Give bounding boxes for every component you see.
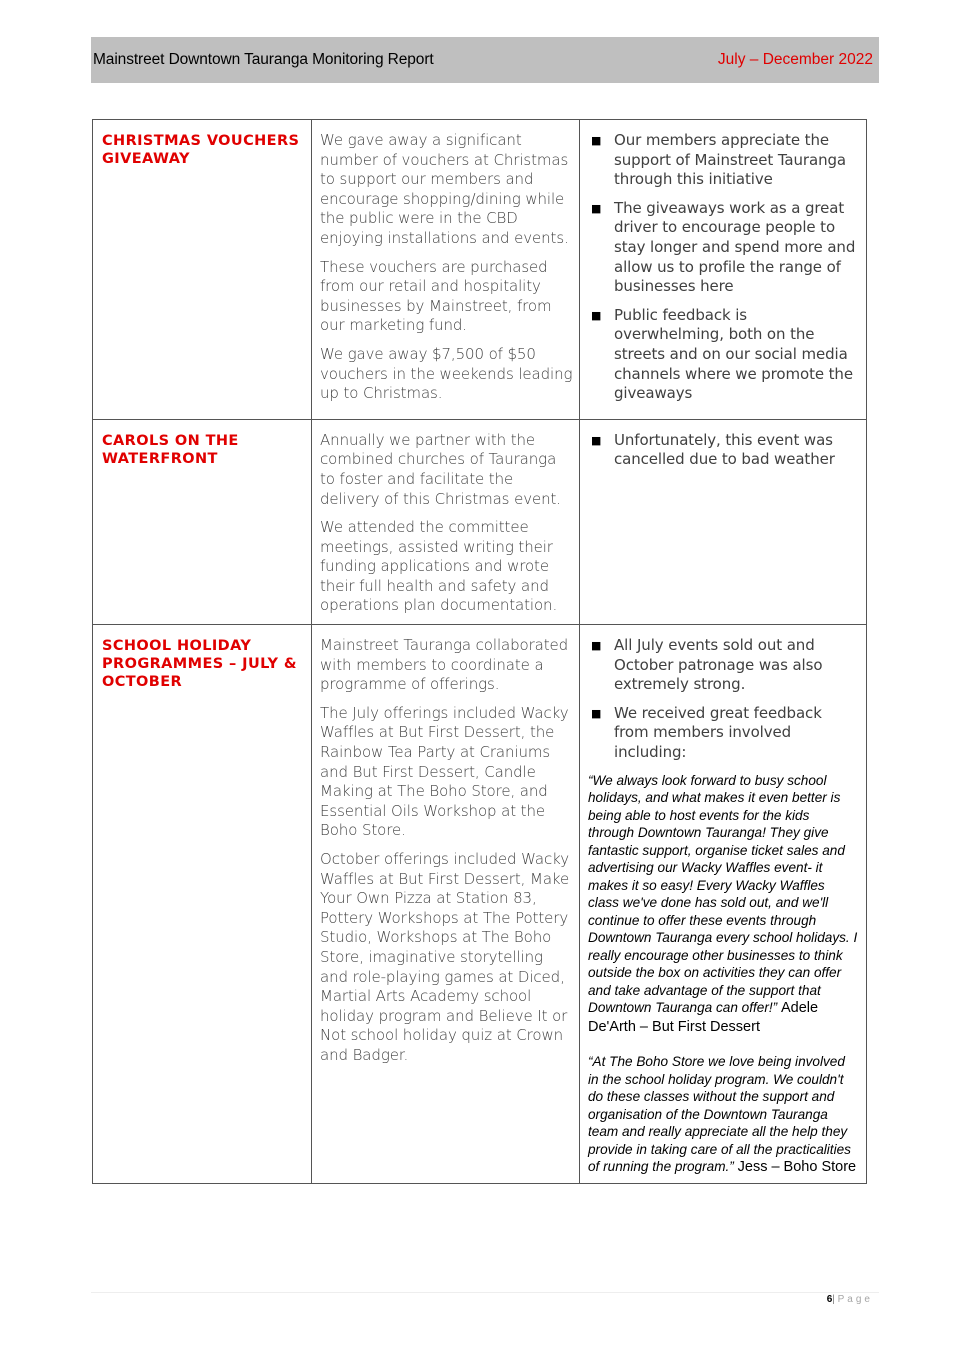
quote-attribution: Adele De'Arth – But First Dessert [588,1000,819,1035]
row-outcomes-cell [580,625,867,1184]
row-heading-cell [93,625,312,1184]
row-heading-cell [93,419,312,624]
description-paragraph: These vouchers are purchased from our retail and hospitality businesses by Mainstreet, from our marketing fund. [320,257,552,335]
outcomes-list [588,636,858,763]
row-description-cell [312,419,580,624]
testimonial-quote [588,772,858,1037]
description-paragraph: The July offerings included Wacky Waffles at But First Dessert, the Rainbow Tea Party at Craniums and But First Dessert, Candle Making at The Boho Store, and Essential Oils Workshop at the Boho Store. [320,703,569,840]
list-item: ■ The giveaways work as a great driver to encourage people to stay longer and spend more and allow us to profile the range of businesses here [591,198,856,296]
row-heading: SCHOOL HOLIDAY PROGRAMMES – JULY & OCTOBER [102,638,297,691]
square-bullet-icon: ■ [591,706,602,720]
table-row [93,120,867,420]
outcomes-list [588,131,858,404]
square-bullet-icon: ■ [591,433,602,447]
list-item: ■ We received great feedback from members involved including: [591,703,822,762]
table-row [93,419,867,624]
row-outcomes-cell [580,419,867,624]
page-label: Page [837,1294,873,1305]
list-item: ■ All July events sold out and October patronage was also extremely strong. [591,636,823,694]
description-paragraph: Mainstreet Tauranga collaborated with members to coordinate a programme of offerings. [320,636,569,694]
row-description-cell [312,120,580,420]
report-title: Mainstreet Downtown Tauranga Monitoring Report [93,51,434,68]
page-footer [827,1294,873,1305]
monitoring-table [92,119,867,1184]
page-number: 6 [826,1294,833,1305]
row-heading: CAROLS ON THE WATERFRONT [102,432,239,467]
quote-text: “We always look forward to busy school holidays, and what makes it even better is being able to host events for the kids through Downtown Tauranga! They give fantastic support, organise ticket sales and advertising our Wacky Waffles event- it makes it so easy! Every Wacky Waffles class we've done has sold out, and we'll continue to offer these events through Downtown Tauranga every school holidays. I really encourage other businesses to think outside the box on activities they can offer and take advantage of the support that Downtown Tauranga can offer!” [588,772,858,1016]
description-paragraph: We gave away $7,500 of $50 vouchers in the weekends leading up to Christmas. [320,344,573,403]
page-header [91,37,879,83]
outcomes-list [588,431,858,470]
footer-divider [91,1292,879,1293]
list-item: ■ Public feedback is overwhelming, both on the streets and on our social media channels where we promote the giveaways [591,305,853,403]
list-item: ■ Unfortunately, this event was cancelled due to bad weather [591,430,835,469]
square-bullet-icon: ■ [591,308,602,322]
row-heading-cell [93,120,312,420]
report-period: July – December 2022 [717,51,873,68]
description-paragraph: October offerings included Wacky Waffles at But First Dessert, Make Your Own Pizza at Station 83, Pottery Workshops at The Pottery Studio, Workshops at The Boho Store, imaginative storytelling and role-playing games at Diced, Martial Arts Academy school holiday program and Believe It or Not school holiday quiz at Crown and Badger. [320,850,570,1064]
page-separator: | [832,1294,835,1305]
quote-attribution: Jess – Boho Store [737,1159,857,1176]
square-bullet-icon: ■ [591,639,602,653]
row-outcomes-cell [580,120,867,420]
table-row [93,625,867,1184]
square-bullet-icon: ■ [591,134,602,147]
square-bullet-icon: ■ [591,201,602,215]
description-paragraph: We attended the committee meetings, assisted writing their funding applications and wrote their full health and safety and operations plan documentation. [320,518,558,615]
quote-text: “At The Boho Store we love being involved in the school holiday program. We couldn't do these classes without the support and organisation of the Downtown Tauranga team and really appreciate all the help they provide in taking care of all the practicalities of running the program.” [588,1054,851,1175]
description-paragraph: We gave away a significant number of vouchers at Christmas to support our members and encourage shopping/dining while the public were in the CBD enjoying installations and events. [320,131,569,247]
list-item: ■ Our members appreciate the support of Mainstreet Tauranga through this initiative [591,131,846,189]
testimonial-quote [588,1053,858,1177]
description-paragraph: Annually we partner with the combined churches of Tauranga to foster and facilitate the delivery of this Christmas event. [320,430,561,508]
row-description-cell [312,625,580,1184]
row-heading: CHRISTMAS VOUCHERS GIVEAWAY [102,133,300,167]
